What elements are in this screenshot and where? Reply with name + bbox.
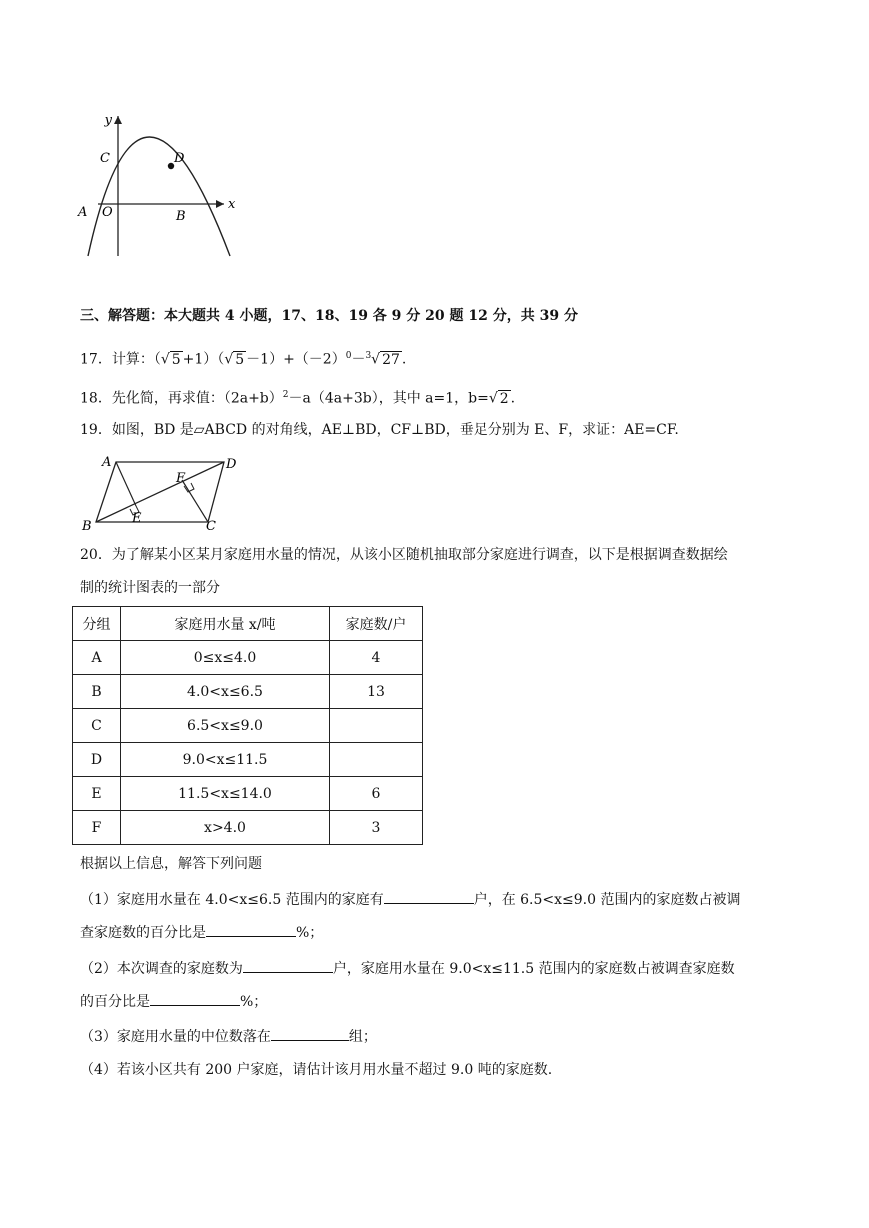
table-cell: x>4.0 — [121, 811, 330, 845]
table-cell: E — [73, 777, 121, 811]
table-cell: C — [73, 709, 121, 743]
section-title: 三、解答题：本大题共 4 小题，17、18、19 各 9 分 20 题 12 分，共 39 分 — [80, 308, 578, 324]
parallelogram-figure — [76, 452, 244, 532]
label-f2: F — [176, 471, 186, 486]
header-water: 家庭用水量 x/吨 — [121, 607, 330, 641]
table-cell: 11.5<x≤14.0 — [121, 777, 330, 811]
label-d: D — [174, 151, 185, 166]
table-cell: 0≤x≤4.0 — [121, 641, 330, 675]
label-c2: C — [206, 519, 216, 532]
table-cell: B — [73, 675, 121, 709]
table-cell: 4.0<x≤6.5 — [121, 675, 330, 709]
table-row — [73, 811, 423, 845]
after-table-text: 根据以上信息，解答下列问题 — [80, 856, 262, 872]
header-households: 家庭数/户 — [330, 607, 423, 641]
table-row — [73, 777, 423, 811]
answer-blank[interactable] — [271, 1026, 349, 1041]
table-cell: 3 — [330, 811, 423, 845]
table-cell: 6.5<x≤9.0 — [121, 709, 330, 743]
answer-blank[interactable] — [384, 889, 474, 904]
question-20-line1: 20．为了解某小区某月家庭用水量的情况，从该小区随机抽取部分家庭进行调查，以下是根据调查数据绘 — [80, 547, 728, 563]
table-cell: 9.0<x≤11.5 — [121, 743, 330, 777]
table-cell: 13 — [330, 675, 423, 709]
label-o: O — [102, 205, 113, 220]
question-18: 18．先化简，再求值：$(2a+b)^2-a(4a+3b)$，其中 a=1，b=√ 2 . — [80, 390, 516, 407]
table-cell: 4 — [330, 641, 423, 675]
table-row — [73, 743, 423, 777]
sub-question-2: （2）本次调查的家庭数为 户，家庭用水量在 9.0<x≤11.5 范围内的家庭数占被调查家庭数 — [80, 958, 735, 979]
table-row — [73, 709, 423, 743]
answer-blank[interactable] — [243, 958, 333, 973]
label-e2: E — [132, 511, 142, 526]
table-cell — [330, 743, 423, 777]
table-row — [73, 641, 423, 675]
sub-question-2-cont: 的百分比是 %； — [80, 991, 267, 1012]
table-cell: 6 — [330, 777, 423, 811]
sub-question-3: （3）家庭用水量的中位数落在 组； — [80, 1026, 377, 1047]
answer-blank[interactable] — [206, 922, 296, 937]
label-c: C — [100, 151, 110, 166]
water-usage-table — [72, 606, 423, 845]
label-d2: D — [226, 457, 237, 472]
table-cell — [330, 709, 423, 743]
table-cell: D — [73, 743, 121, 777]
table-row — [73, 675, 423, 709]
sub-question-4: （4）若该小区共有 200 户家庭，请估计该月用水量不超过 9.0 吨的家庭数. — [80, 1062, 553, 1078]
question-17: 17．计算：（√ 5 +1）（√ $5 -1)+(-2)^0-^3√$ 27 . — [80, 351, 407, 368]
parabola-graph — [76, 110, 236, 260]
label-a2: A — [102, 455, 112, 470]
sub-question-1: （1）家庭用水量在 4.0<x≤6.5 范围内的家庭有 户，在 6.5<x≤9.0 范围内的家庭数占被调 — [80, 889, 741, 910]
label-b: B — [176, 209, 186, 224]
answer-blank[interactable] — [150, 991, 240, 1006]
label-b2: B — [82, 519, 92, 532]
table-cell: F — [73, 811, 121, 845]
sub-question-1-cont: 查家庭数的百分比是 %； — [80, 922, 323, 943]
axis-x-label: x — [228, 197, 236, 212]
header-group: 分组 — [73, 607, 121, 641]
question-19: 19．如图，BD 是▱ABCD 的对角线，AE⊥BD，CF⊥BD，垂足分别为 E、F，求证：AE=CF. — [80, 422, 679, 438]
table-header-row — [73, 607, 423, 641]
question-20-line2: 制的统计图表的一部分 — [80, 580, 220, 596]
table-cell: A — [73, 641, 121, 675]
label-a: A — [78, 205, 88, 220]
axis-y-label: y — [104, 113, 112, 128]
